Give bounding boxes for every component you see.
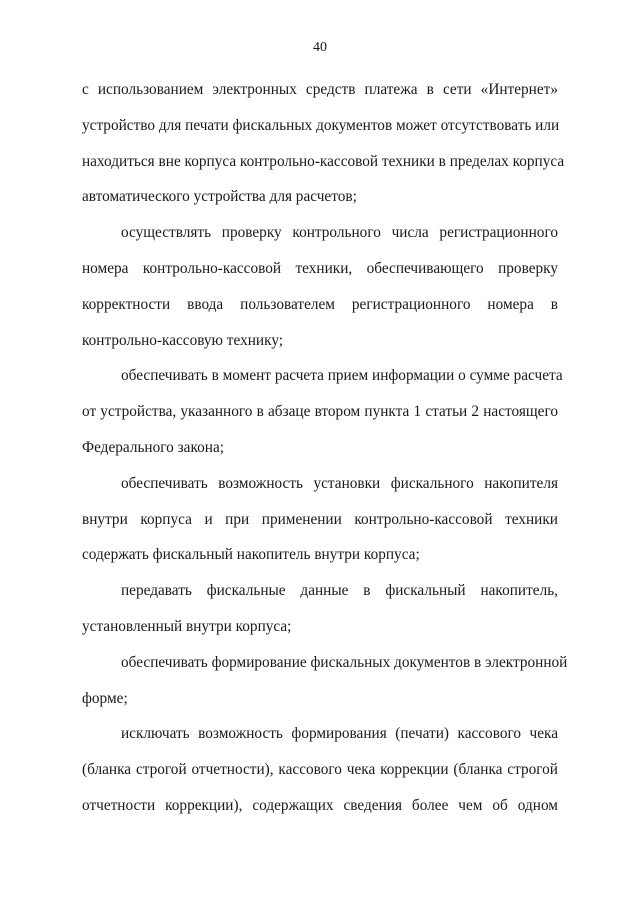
- text-line: корректности ввода пользователем регистрационного номера в: [82, 295, 558, 313]
- document-body: [82, 72, 568, 824]
- text-line: находиться вне корпуса контрольно-кассовой техники в пределах корпуса: [82, 152, 565, 170]
- text-line: внутри корпуса и при применении контрольно-кассовой техники: [82, 510, 558, 528]
- text-line: исключать возможность формирования (печати) кассового чека: [121, 725, 558, 743]
- page-number: 40: [313, 40, 327, 55]
- text-line: передавать фискальные данные в фискальный накопитель,: [121, 582, 558, 600]
- text-line: автоматического устройства для расчетов;: [82, 188, 357, 206]
- text-line: форме;: [82, 689, 128, 707]
- text-line: от устройства, указанного в абзаце втором пункта 1 статьи 2 настоящего: [82, 403, 558, 421]
- text-line: установленный внутри корпуса;: [82, 617, 292, 635]
- text-line: контрольно-кассовую технику;: [82, 331, 284, 349]
- text-line: содержать фискальный накопитель внутри корпуса;: [82, 546, 420, 564]
- text-line: обеспечивать в момент расчета прием информации о сумме расчета: [121, 367, 563, 385]
- text-line: обеспечивать возможность установки фискального накопителя: [121, 474, 558, 492]
- text-line: отчетности коррекции), содержащих сведения более чем об одном: [82, 796, 558, 814]
- text-line: устройство для печати фискальных документов может отсутствовать или: [82, 116, 560, 134]
- text-line: Федерального закона;: [82, 438, 224, 456]
- text-line: с использованием электронных средств платежа в сети «Интернет»: [82, 81, 558, 98]
- text-line: обеспечивать формирование фискальных документов в электронной: [121, 653, 568, 671]
- text-line: (бланка строгой отчетности), кассового чека коррекции (бланка строгой: [82, 761, 558, 779]
- text-line: номера контрольно-кассовой техники, обеспечивающего проверку: [82, 259, 558, 277]
- text-line: осуществлять проверку контрольного числа регистрационного: [121, 224, 558, 242]
